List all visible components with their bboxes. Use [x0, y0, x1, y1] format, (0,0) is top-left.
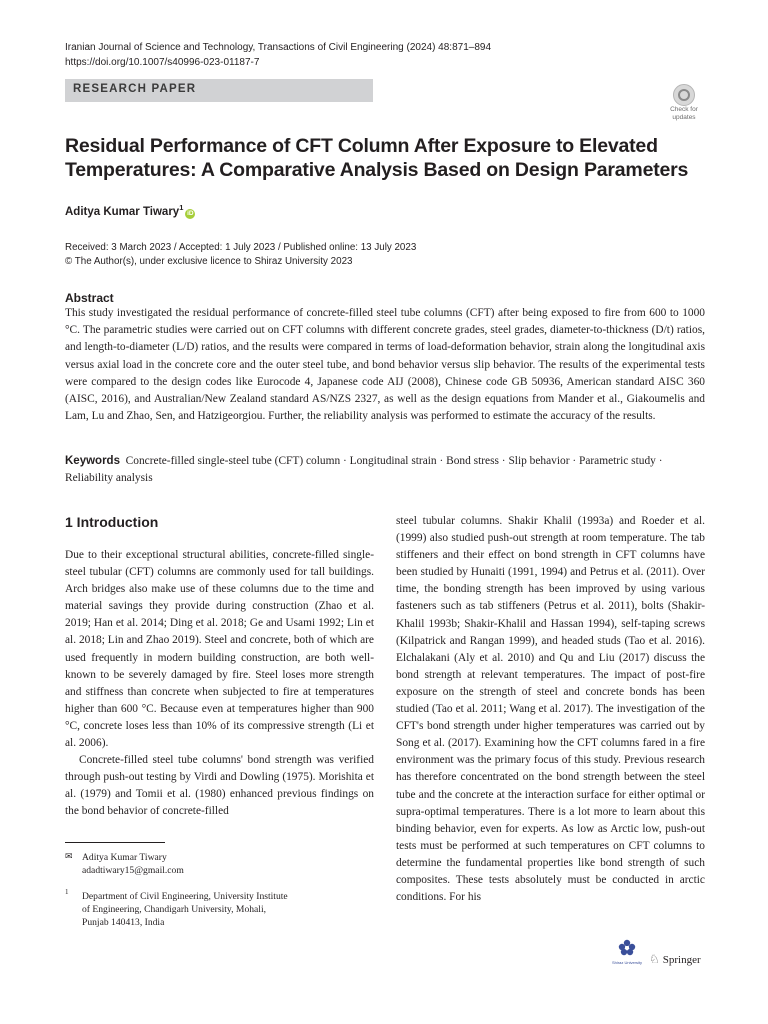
journal-citation	[65, 41, 491, 70]
envelope-icon: ✉	[65, 851, 73, 861]
article-type-banner	[65, 79, 373, 102]
affiliation-number: 1	[65, 888, 69, 896]
society-caption: Shiraz University	[612, 960, 643, 965]
author-line	[65, 203, 195, 219]
right-column	[396, 513, 705, 906]
springer-logo	[649, 952, 701, 967]
section-heading-introduction: 1 Introduction	[65, 514, 159, 530]
flower-logo-icon	[617, 938, 637, 958]
affiliation-mark: 1	[179, 203, 184, 212]
publisher-name: Springer	[662, 954, 701, 966]
publication-dates	[65, 241, 416, 269]
check-updates-icon	[673, 84, 695, 106]
author-name[interactable]: Aditya Kumar Tiwary	[65, 205, 180, 218]
intro-paragraph-2: Concrete-filled steel tube columns' bond strength was verified through push-out testing by Virdi and Dowling (1975). Morishita et al. (1979) and Tomii et al. (1980) enhanced previous findings on the bond behavior of concrete-filled	[65, 754, 374, 818]
check-updates-label: Check for updates	[670, 106, 698, 121]
article-type-label: RESEARCH PAPER	[73, 83, 197, 95]
orcid-icon[interactable]: iD	[187, 209, 194, 217]
footnote-author-name: Aditya Kumar Tiwary	[82, 852, 167, 863]
footnote-divider	[65, 842, 165, 843]
corresponding-author-footnote	[82, 851, 184, 877]
copyright-line: © The Author(s), under exclusive licence to Shiraz University 2023	[65, 256, 353, 267]
abstract-heading: Abstract	[65, 291, 114, 305]
springer-horse-icon: ♘	[649, 952, 660, 966]
dates-line: Received: 3 March 2023 / Accepted: 1 July 2023 / Published online: 13 July 2023	[65, 242, 417, 253]
footnote-email[interactable]: adadtiwary15@gmail.com	[82, 865, 184, 876]
keywords-label: Keywords	[65, 455, 120, 467]
affiliation-line-1: Department of Civil Engineering, University Institute	[82, 891, 288, 902]
check-for-updates-badge[interactable]	[664, 84, 704, 124]
abstract-body: This study investigated the residual performance of concrete-filled steel tube columns (CFT) after being exposed to fire from 600 to 1000 °C. The parametric studies were carried out on CFT columns with different concrete grades, steel grades, diameter-to-thickness (D/t) ratios, and length-to-diameter (L/D) ratios, and the results were compared in terms of load-deformation behavior, strain along the longitudinal axis versus axial load in the concrete core and the outer steel tube, and bond behavior versus slip behavior. The results of the experimental tests were compared to the design codes like Eurocode 4, Japanese code AIJ (2008), Chinese code GB 50936, American standard AISC 360 (AISC, 2016), and Australian/New Zealand standard AS/NZS 2327, as well as the design equations from Mander et al., Giakoumelis and Lam, Lu and Zhao, Sen, and Hatzigeorgiou. Further, the reliability analysis was performed to estimate the accuracy of the results.	[65, 307, 705, 423]
journal-line: Iranian Journal of Science and Technology, Transactions of Civil Engineering (2024) 48:871–894	[65, 42, 492, 53]
paper-title: Residual Performance of CFT Column After Exposure to Elevated Temperatures: A Comparative Analysis Based on Design Parameters	[65, 135, 689, 181]
left-column	[65, 547, 374, 821]
keywords-text: Concrete-filled single-steel tube (CFT) column · Longitudinal strain · Bond stress · Slip behavior · Parametric study · Reliability analysis	[65, 455, 663, 484]
intro-paragraph-1: Due to their exceptional structural abilities, concrete-filled single-steel tubular (CFT) columns are commonly used for tall buildings. Arch bridges also make use of these columns due to the time and material savings they provide during construction (Zhao et al. 2019; Han et al. 2014; Ding et al. 2018; Ge and Usami 1992; Lin et al. 2018; Lin and Zhao 2019). Steel and concrete, both of which are used frequently in modern building construction, are both well-known to be severely damaged by fire. Steel loses more strength and stiffness than concrete when subjected to fire at temperatures higher than 600 °C. Because even at temperatures higher than 900 °C, concrete loses less than 10% of its compressive strength (Li et al. 2006).	[65, 549, 374, 750]
doi-link[interactable]: https://doi.org/10.1007/s40996-023-01187-7	[65, 56, 260, 68]
affiliation-line-3: Punjab 140413, India	[82, 917, 165, 928]
shiraz-university-logo	[612, 938, 642, 970]
affiliation-footnote	[82, 890, 288, 929]
keywords	[65, 453, 705, 486]
intro-paragraph-3: steel tubular columns. Shakir Khalil (1993a) and Roeder et al. (1999) also studied push-out strength at room temperature. The tab stiffeners and their effect on bond strength in CFT columns have been studied by Hunaiti (1991, 1994) and Petrus et al. (2011). Over time, the bonding strength has been improved by using various fasteners such as tab stiffeners (Petrus et al. 2011), bolts (Shakir-Khalil 1993b; Shakir-Khalil and Hassan 1994), self-taping screws (Kilpatrick and Rangan 1999), and headed studs (Tao et al. 2016). Elchalakani (Aly et al. 2010) and Qu and Liu (2017) discuss the bond strength at relevant temperatures. The impact of post-fire exposure on the strength of steel and concrete bonds has been studied (Tao et al. 2011; Wang et al. 2017). The investigation of the CFT's bond strength under higher temperatures was carried out by Song et al. (2017). Examining how the CFT columns fared in a fire environment was the primary focus of this study. Previous research has therefore concentrated on the bond strength between the steel tube and the concrete at the interaction surface for either optimal or supra-optimal temperatures. There is a lot more to learn about this binding behavior, even for experts. As low as Arctic low, push-out tests must be performed at such temperatures on CFT columns to determine the fundamental properties like bond strength of such composites. These tests absolutely must be conducted in arctic conditions. For his	[396, 515, 705, 904]
affiliation-line-2: of Engineering, Chandigarh University, Mohali,	[82, 904, 267, 915]
